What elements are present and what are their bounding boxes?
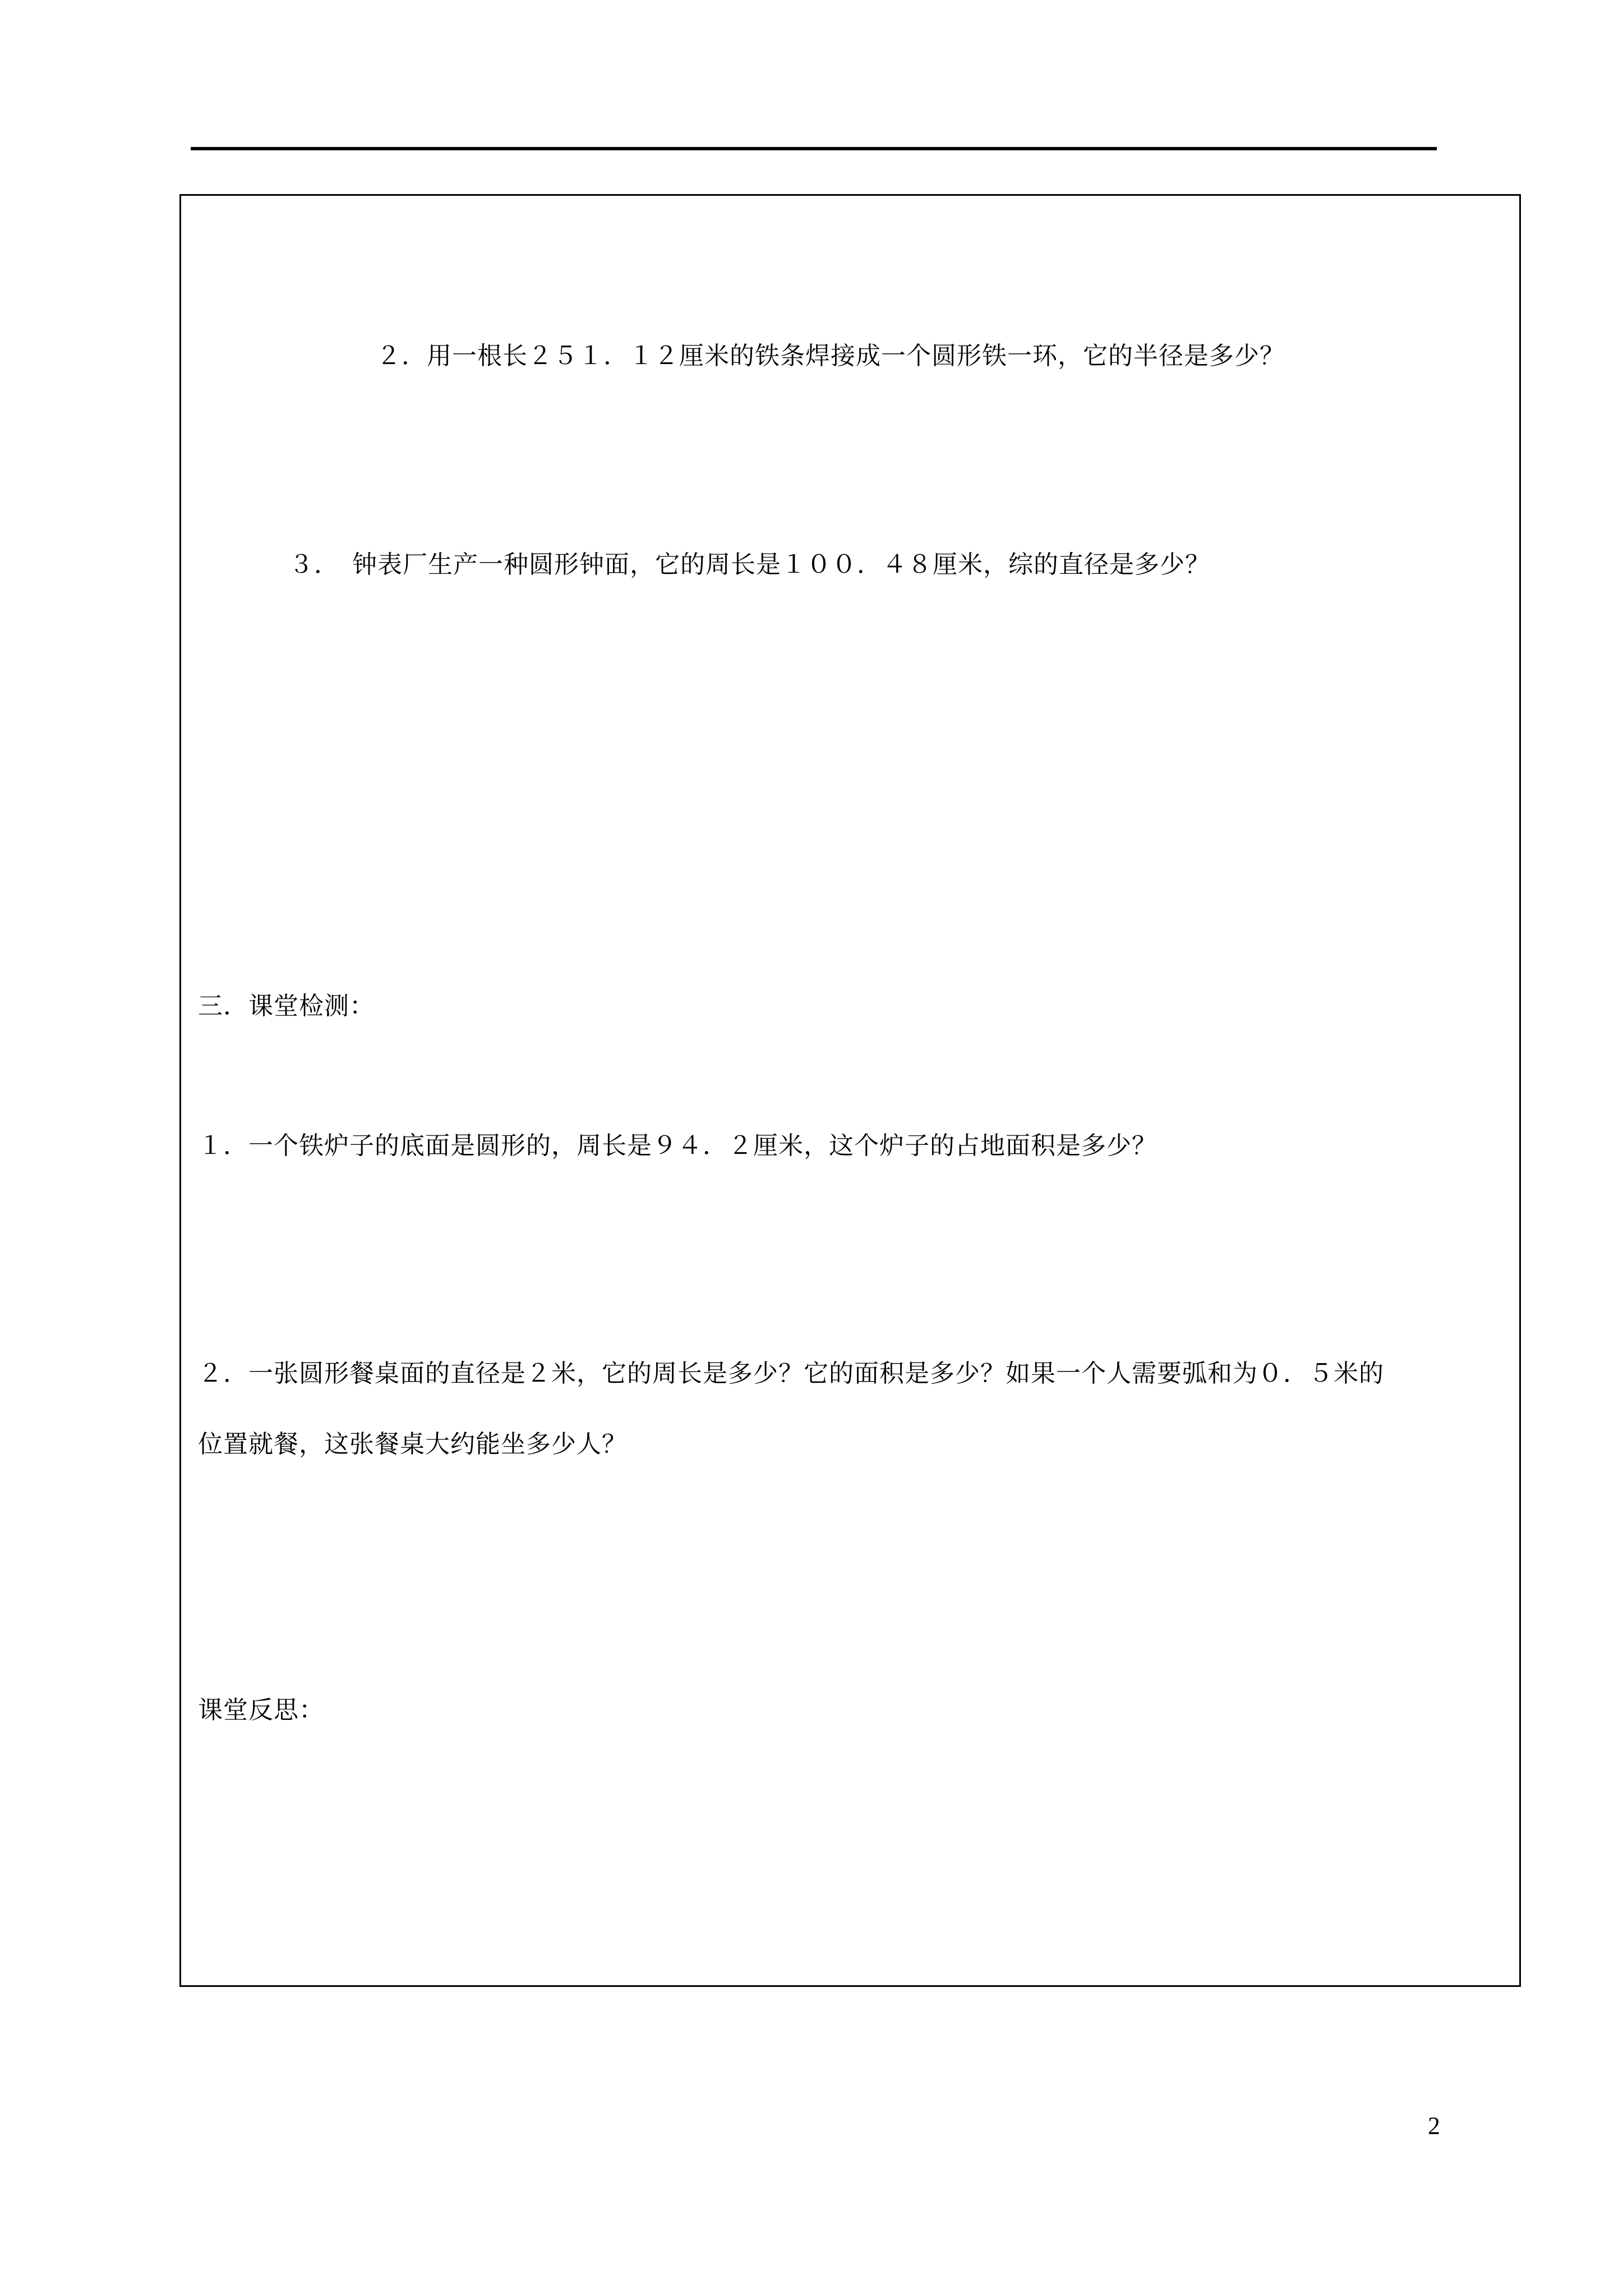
page-number: 2 [1428,2112,1440,2139]
check-question-2-line-2: 位置就餐，这张餐桌大约能坐多少人？ [198,1430,627,1458]
content-box [179,194,1521,1987]
section-3-title: 三．课堂检测： [198,992,375,1020]
question-2: ２．用一根长２５１．１２厘米的铁条焊接成一个圆形铁一环，它的半径是多少？ [376,342,1285,370]
check-question-1: １．一个铁炉子的底面是圆形的，周长是９４．２厘米，这个炉子的占地面积是多少？ [198,1131,1157,1160]
header-rule [191,147,1437,150]
reflection-title: 课堂反思： [198,1696,324,1724]
check-question-2-line-1: ２．一张圆形餐桌面的直径是２米，它的周长是多少？它的面积是多少？如果一个人需要弧和为０．５米的 [198,1359,1384,1388]
question-3: ３． 钟表厂生产一种圆形钟面，它的周长是１００．４８厘米，综的直径是多少？ [289,550,1210,579]
